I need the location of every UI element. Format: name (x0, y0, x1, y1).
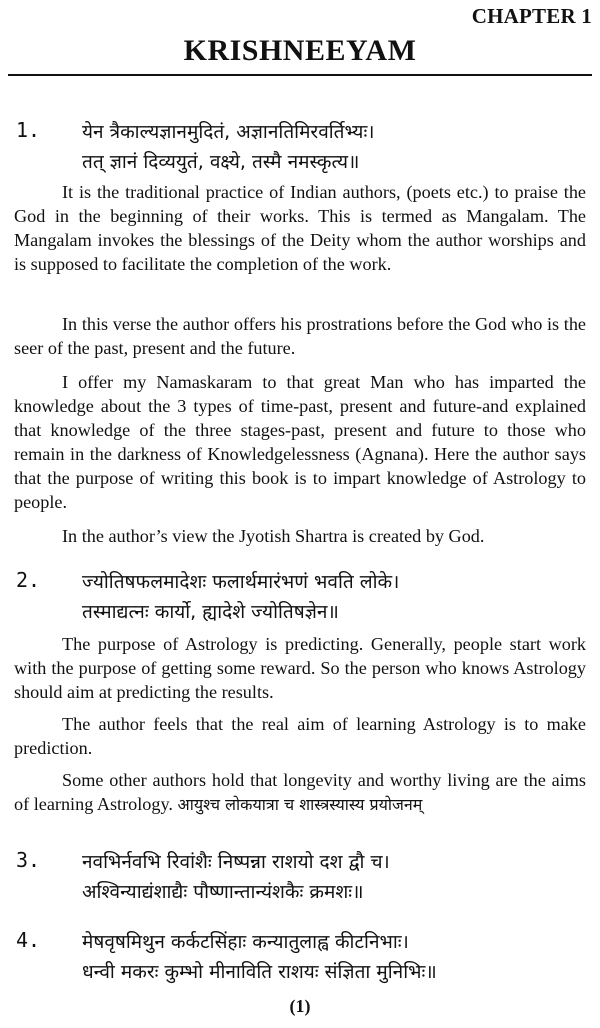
paragraph-jyotish: In the author’s view the Jyotish Shartra is created by God. (62, 526, 485, 546)
paragraph-purpose: The purpose of Astrology is predicting. Generally, people start work with the purpose of getting some reward. So the person who knows Astrology should aim at predicting the results. (14, 634, 586, 702)
verse-3 (16, 848, 586, 908)
verse-number: 1. (16, 118, 41, 142)
paragraph-namaskaram: I offer my Namaskaram to that great Man who has imparted the knowledge about the 3 types of time-past, present and future-and explained that knowledge of the three stages-past, present and future to those who remain in the darkness of Knowledgelessness (Agnana). Here the author says that the purpose of writing this book is to impart knowledge of Astrology to people. (14, 372, 586, 512)
title-rule (8, 74, 592, 76)
verse-line: तत् ज्ञानं दिव्ययुतं, वक्ष्ये, तस्मै नमस्कृत्य॥ (82, 151, 360, 173)
verse-number: 2. (16, 568, 41, 592)
paragraph-real-aim: The author feels that the real aim of learning Astrology is to make prediction. (14, 714, 586, 758)
verse-4 (16, 928, 586, 988)
verse-line: अश्विन्याद्यंशाद्यैः पौष्णान्तान्यंशकैः क्रमशः॥ (82, 881, 364, 903)
verse-1 (16, 118, 586, 178)
sanskrit-quote: आयुश्च लोकयात्रा च शास्त्रस्यास्य प्रयोजनम् (177, 795, 423, 814)
verse-number: 3. (16, 848, 41, 872)
page-number: (1) (289, 996, 311, 1016)
verse-line: धन्वी मकरः कुम्भो मीनाविति राशयः संज्ञिता मुनिभिः॥ (82, 961, 437, 983)
verse-number: 4. (16, 928, 41, 952)
paragraph-prostrations: In this verse the author offers his prostrations before the God who is the seer of the past, present and the future. (14, 314, 586, 358)
book-title: KRISHNEEYAM (183, 34, 417, 67)
verse-2 (16, 568, 586, 628)
verse-line: तस्माद्यत्नः कार्यो, ह्यादेशे ज्योतिषज्ञेन॥ (82, 601, 339, 623)
verse-line: ज्योतिषफलमादेशः फलार्थमारंभणं भवति लोके। (82, 571, 400, 593)
verse-line: येन त्रैकाल्यज्ञानमुदितं, अज्ञानतिमिरवर्तिभ्यः। (82, 121, 375, 143)
chapter-label: CHAPTER 1 (471, 4, 592, 28)
verse-line: मेषवृषमिथुन कर्कटसिंहाः कन्यातुलाह्व कीटनिभाः। (82, 931, 409, 953)
verse-line: नवभिर्नवभि रिवांशैः निष्पन्ना राशयो दश द्वौ च। (82, 851, 390, 873)
paragraph-text: Some other authors hold that longevity and worthy living are the aims of learning Astrology. (14, 770, 586, 814)
paragraph-other-authors (14, 768, 586, 817)
paragraph-mangalam: It is the traditional practice of Indian authors, (poets etc.) to praise the God in the beginning of their works. This is termed as Mangalam. The Mangalam invokes the blessings of the Deity whom the author worships and is supposed to facilitate the completion of the work. (14, 182, 586, 274)
